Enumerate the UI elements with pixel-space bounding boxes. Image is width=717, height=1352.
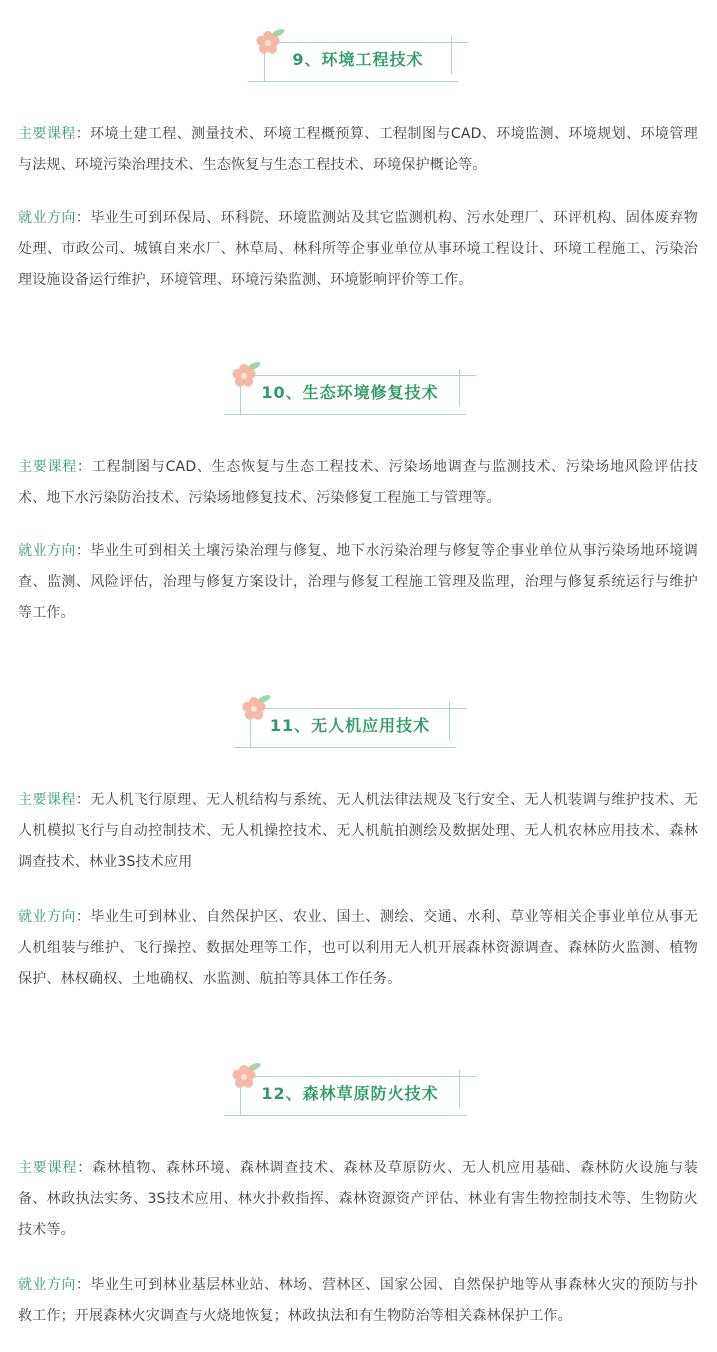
section-title: 12、森林草原防火技术 bbox=[261, 1084, 439, 1103]
courses-text: ：森林植物、森林环境、森林调查技术、森林及草原防火、无人机应用基础、森林防火设施与装备、林政执法实务、3S技术应用、林火扑救指挥、森林资源资产评估、林业有害生物控制技术等、生物防火技术等。 bbox=[18, 1160, 698, 1238]
courses-label: 主要课程 bbox=[18, 459, 78, 475]
section-title: 11、无人机应用技术 bbox=[269, 716, 431, 735]
courses-text: ：无人机飞行原理、无人机结构与系统、无人机法律法规及飞行安全、无人机装调与维护技术、无人机模拟飞行与自动控制技术、无人机操控技术、无人机航拍测绘及数据处理、无人机农林应用技术、森林调查技术、林业3S技术应用 bbox=[18, 792, 698, 870]
flower-icon bbox=[254, 27, 288, 57]
career-text: ：毕业生可到相关土壤污染治理与修复、地下水污染治理与修复等企事业单位从事污染场地环境调查、监测、风险评估，治理与修复方案设计，治理与修复工程施工管理及监理，治理与修复系统运行与维护等工作。 bbox=[18, 543, 698, 621]
career-text: ：毕业生可到林业、自然保护区、农业、国土、测绘、交通、水利、草业等相关企事业单位从事无人机组装与维护、飞行操控、数据处理等工作，也可以利用无人机开展森林资源调查、森林防火监测、植物保护、林权确权、土地确权、水监测、航拍等具体工作任务。 bbox=[18, 909, 698, 987]
courses-label: 主要课程 bbox=[18, 1160, 78, 1176]
courses-label: 主要课程 bbox=[18, 126, 76, 142]
flower-icon bbox=[230, 360, 264, 390]
courses-label: 主要课程 bbox=[18, 792, 76, 808]
career-label: 就业方向 bbox=[18, 1277, 76, 1293]
career-paragraph bbox=[18, 902, 698, 995]
flower-icon bbox=[240, 693, 274, 723]
courses-paragraph bbox=[18, 452, 698, 514]
career-paragraph bbox=[18, 203, 698, 296]
career-text: ：毕业生可到环保局、环科院、环境监测站及其它监测机构、污水处理厂、环评机构、固体废弃物处理、市政公司、城镇自来水厂、林草局、林科所等企事业单位从事环境工程设计、环境工程施工、污染治理设施设备运行维护，环境管理、环境污染监测、环境影响评价等工作。 bbox=[18, 210, 698, 288]
career-paragraph bbox=[18, 536, 698, 629]
courses-text: ：工程制图与CAD、生态恢复与生态工程技术、污染场地调查与监测技术、污染场地风险评估技术、地下水污染防治技术、污染场地修复技术、污染修复工程施工与管理等。 bbox=[18, 459, 698, 506]
career-text: ：毕业生可到林业基层林业站、林场、营林区、国家公园、自然保护地等从事森林火灾的预防与扑救工作；开展森林火灾调查与火烧地恢复；林政执法和有生物防治等相关森林保护工作。 bbox=[18, 1277, 698, 1324]
career-label: 就业方向 bbox=[18, 909, 76, 925]
section-title: 9、环境工程技术 bbox=[292, 50, 424, 69]
section-title: 10、生态环境修复技术 bbox=[261, 383, 439, 402]
career-label: 就业方向 bbox=[18, 543, 76, 559]
courses-paragraph bbox=[18, 119, 698, 181]
career-paragraph bbox=[18, 1270, 698, 1332]
career-label: 就业方向 bbox=[18, 210, 76, 226]
flower-icon bbox=[230, 1061, 264, 1091]
courses-text: ：环境土建工程、测量技术、环境工程概预算、工程制图与CAD、环境监测、环境规划、环境管理与法规、环境污染治理技术、生态恢复与生态工程技术、环境保护概论等。 bbox=[18, 126, 698, 173]
courses-paragraph bbox=[18, 1153, 698, 1246]
courses-paragraph bbox=[18, 785, 698, 878]
